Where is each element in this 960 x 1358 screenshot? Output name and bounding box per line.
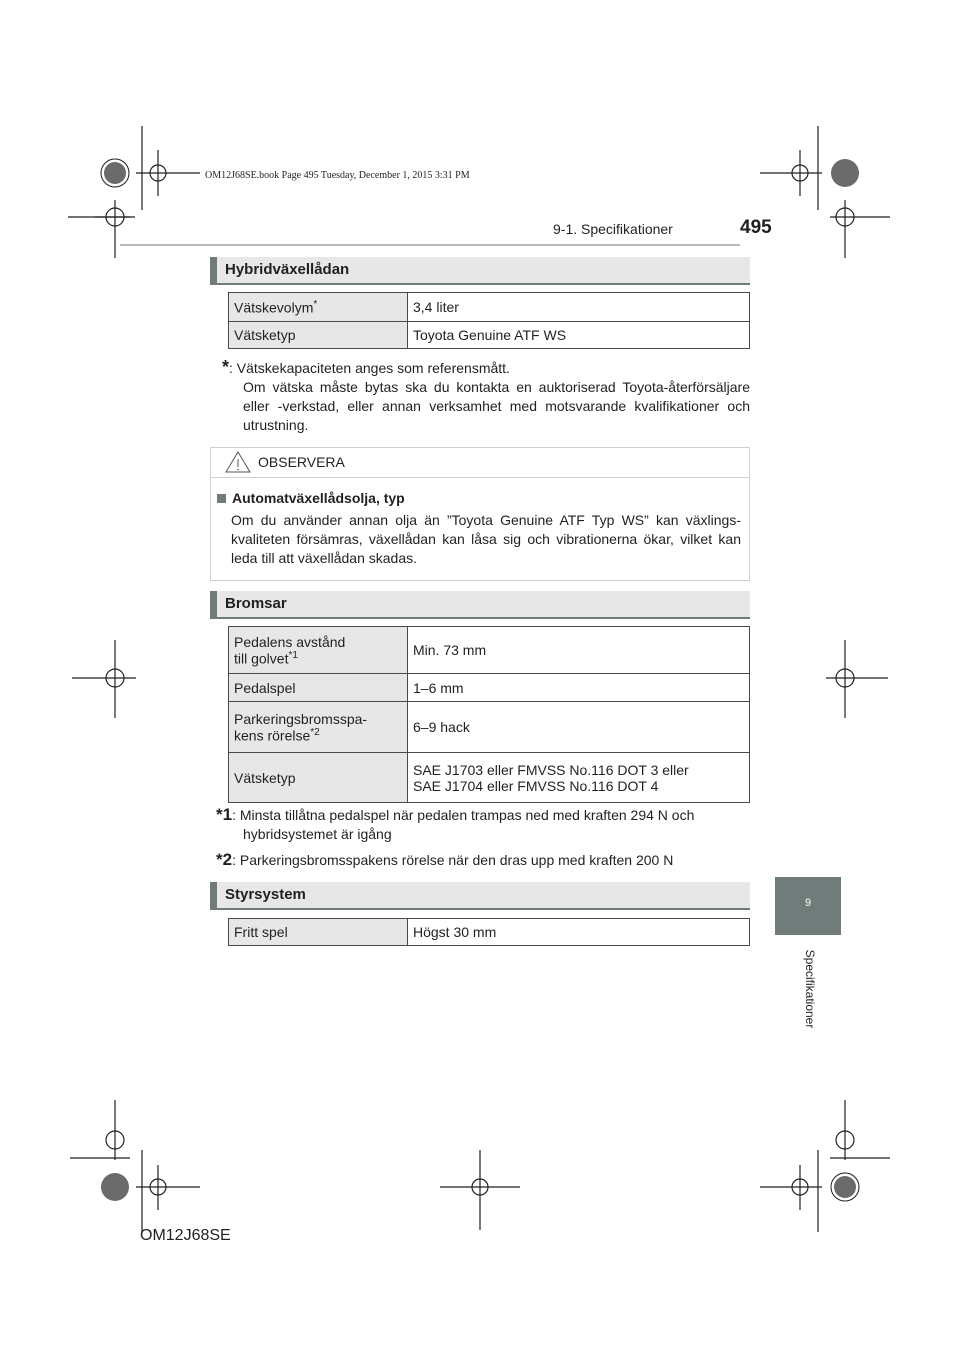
table-row bbox=[229, 919, 750, 946]
section-title: 9-1. Specifikationer bbox=[553, 221, 673, 237]
table-key: Pedalspel bbox=[229, 674, 408, 702]
bullet-square-icon bbox=[217, 494, 226, 503]
hybrid-footnote: *: Vätskekapaciteten anges som referensmått. Om vätska måste bytas ska du kontakta en auktoriserad Toyota-återförsäljare eller -verkstad, eller annan verksamhet med motsvarande kvalifikationer och utrustning. bbox=[222, 357, 750, 433]
table-value: 6–9 hack bbox=[408, 702, 750, 753]
table-row bbox=[229, 293, 750, 322]
brakes-footnote-2: *2: Parkeringsbromsspakens rörelse när den dras upp med kraften 200 N bbox=[216, 850, 674, 869]
table-key: Vätskevolym* bbox=[229, 293, 408, 322]
caution-title-bar bbox=[211, 448, 749, 478]
table-value: Högst 30 mm bbox=[408, 919, 750, 946]
table-value: Min. 73 mm bbox=[408, 627, 750, 674]
table-value: SAE J1703 eller FMVSS No.116 DOT 3 eller SAE J1704 eller FMVSS No.116 DOT 4 bbox=[408, 753, 750, 803]
book-info: OM12J68SE.book Page 495 Tuesday, December 1, 2015 3:31 PM bbox=[205, 170, 470, 181]
section-heading-text: Hybridväxellådan bbox=[225, 261, 350, 278]
table-key: Vätsketyp bbox=[229, 753, 408, 803]
table-value: 3,4 liter bbox=[408, 293, 750, 322]
hybrid-spec-table bbox=[228, 292, 750, 349]
table-row bbox=[229, 627, 750, 674]
brakes-spec-table bbox=[228, 626, 750, 803]
brakes-footnote-1: *1: Minsta tillåtna pedalspel när pedalen trampas ned med kraften 294 N och hybridsystemet är igång bbox=[216, 805, 695, 842]
table-row bbox=[229, 753, 750, 803]
chapter-number: 9 bbox=[804, 897, 812, 909]
table-key: Pedalens avstånd till golvet$^{*1}$ bbox=[229, 627, 408, 674]
table-key: Fritt spel bbox=[229, 919, 408, 946]
chapter-label: Specifikationer bbox=[803, 949, 817, 1029]
caution-title: OBSERVERA bbox=[258, 454, 345, 470]
section-heading-steering bbox=[210, 882, 750, 910]
table-value: 1–6 mm bbox=[408, 674, 750, 702]
table-row bbox=[229, 702, 750, 753]
steering-spec-table bbox=[228, 918, 750, 946]
page-number: 495 bbox=[740, 217, 772, 238]
section-heading-text: Styrsystem bbox=[225, 886, 306, 903]
section-heading-hybrid bbox=[210, 257, 750, 285]
chapter-side-label bbox=[800, 942, 820, 1042]
table-row bbox=[229, 322, 750, 349]
header-rule bbox=[120, 244, 740, 246]
table-key: Parkeringsbromsspa- kens rörelse$^{*2}$ bbox=[229, 702, 408, 753]
caution-text: Om du använder annan olja än ”Toyota Genuine ATF Typ WS” kan växlings-kvaliteten försämras, växellådan kan låsa sig och vibrationerna ökar, vilket kan leda till att växellådan skadas. bbox=[231, 512, 741, 566]
manual-code: OM12J68SE bbox=[140, 1227, 231, 1244]
caution-box bbox=[210, 447, 750, 581]
section-heading-text: Bromsar bbox=[225, 595, 287, 612]
table-row bbox=[229, 674, 750, 702]
caution-subtitle: Automatväxellådsolja, typ bbox=[217, 490, 405, 506]
table-key: Vätsketyp bbox=[229, 322, 408, 349]
warning-icon bbox=[225, 450, 251, 474]
chapter-tab bbox=[775, 877, 841, 935]
section-heading-brakes bbox=[210, 591, 750, 619]
table-value: Toyota Genuine ATF WS bbox=[408, 322, 750, 349]
